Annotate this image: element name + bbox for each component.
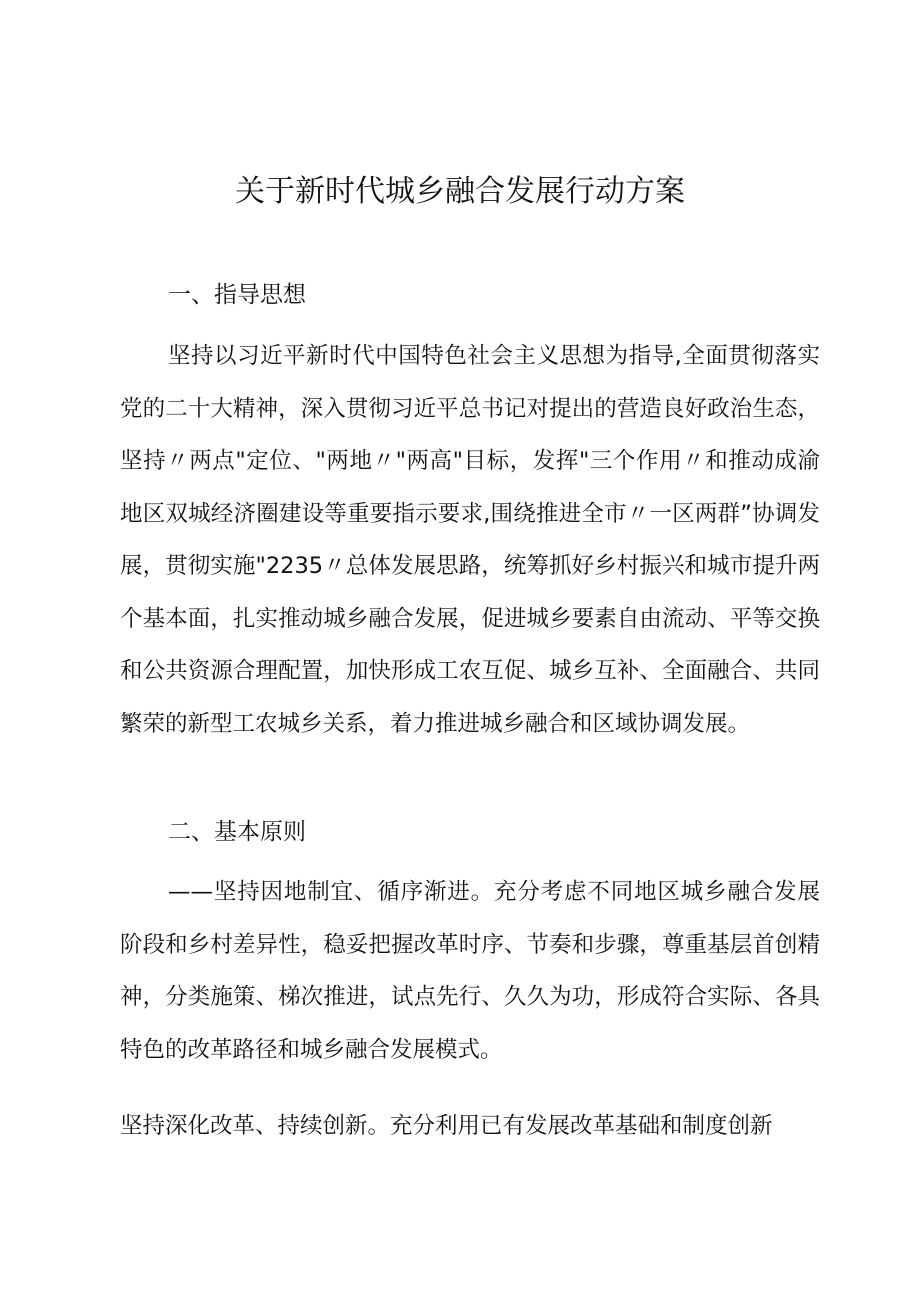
document-title: 关于新时代城乡融合发展行动方案: [235, 174, 685, 209]
section-heading-guiding-ideology: 一、指导思想: [168, 282, 306, 308]
paragraph-principle-local-conditions: ——坚持因地制宜、循序渐进。充分考虑不同地区城乡融合发展阶段和乡村差异性，稳妥把握改革时序、节奏和步骤，尊重基层首创精神，分类施策、梯次推进，试点先行、久久为功，形成符合实际、各具特色的改革路径和城乡融合发展模式。: [120, 879, 820, 1063]
paragraph-guiding-ideology: 坚持以习近平新时代中国特色社会主义思想为指导,全面贯彻落实党的二十大精神，深入贯彻习近平总书记对提出的营造良好政治生态，坚持〃两点"定位、"两地〃"两高"目标，发挥"三个作用〃和推动成渝地区双城经济圈建设等重要指示要求,围绕推进全市〃一区两群”协调发展，贯彻实施"2235〃总体发展思路，统筹抓好乡村振兴和城市提升两个基本面，扎实推动城乡融合发展，促进城乡要素自由流动、平等交换和公共资源合理配置，加快形成工农互促、城乡互补、全面融合、共同繁荣的新型工农城乡关系，着力推进城乡融合和区域协调发展。: [120, 343, 820, 737]
paragraph-principle-reform-innovation: 坚持深化改革、持续创新。充分利用已有发展改革基础和制度创新: [120, 1113, 773, 1139]
section-heading-basic-principles: 二、基本原则: [168, 819, 306, 845]
